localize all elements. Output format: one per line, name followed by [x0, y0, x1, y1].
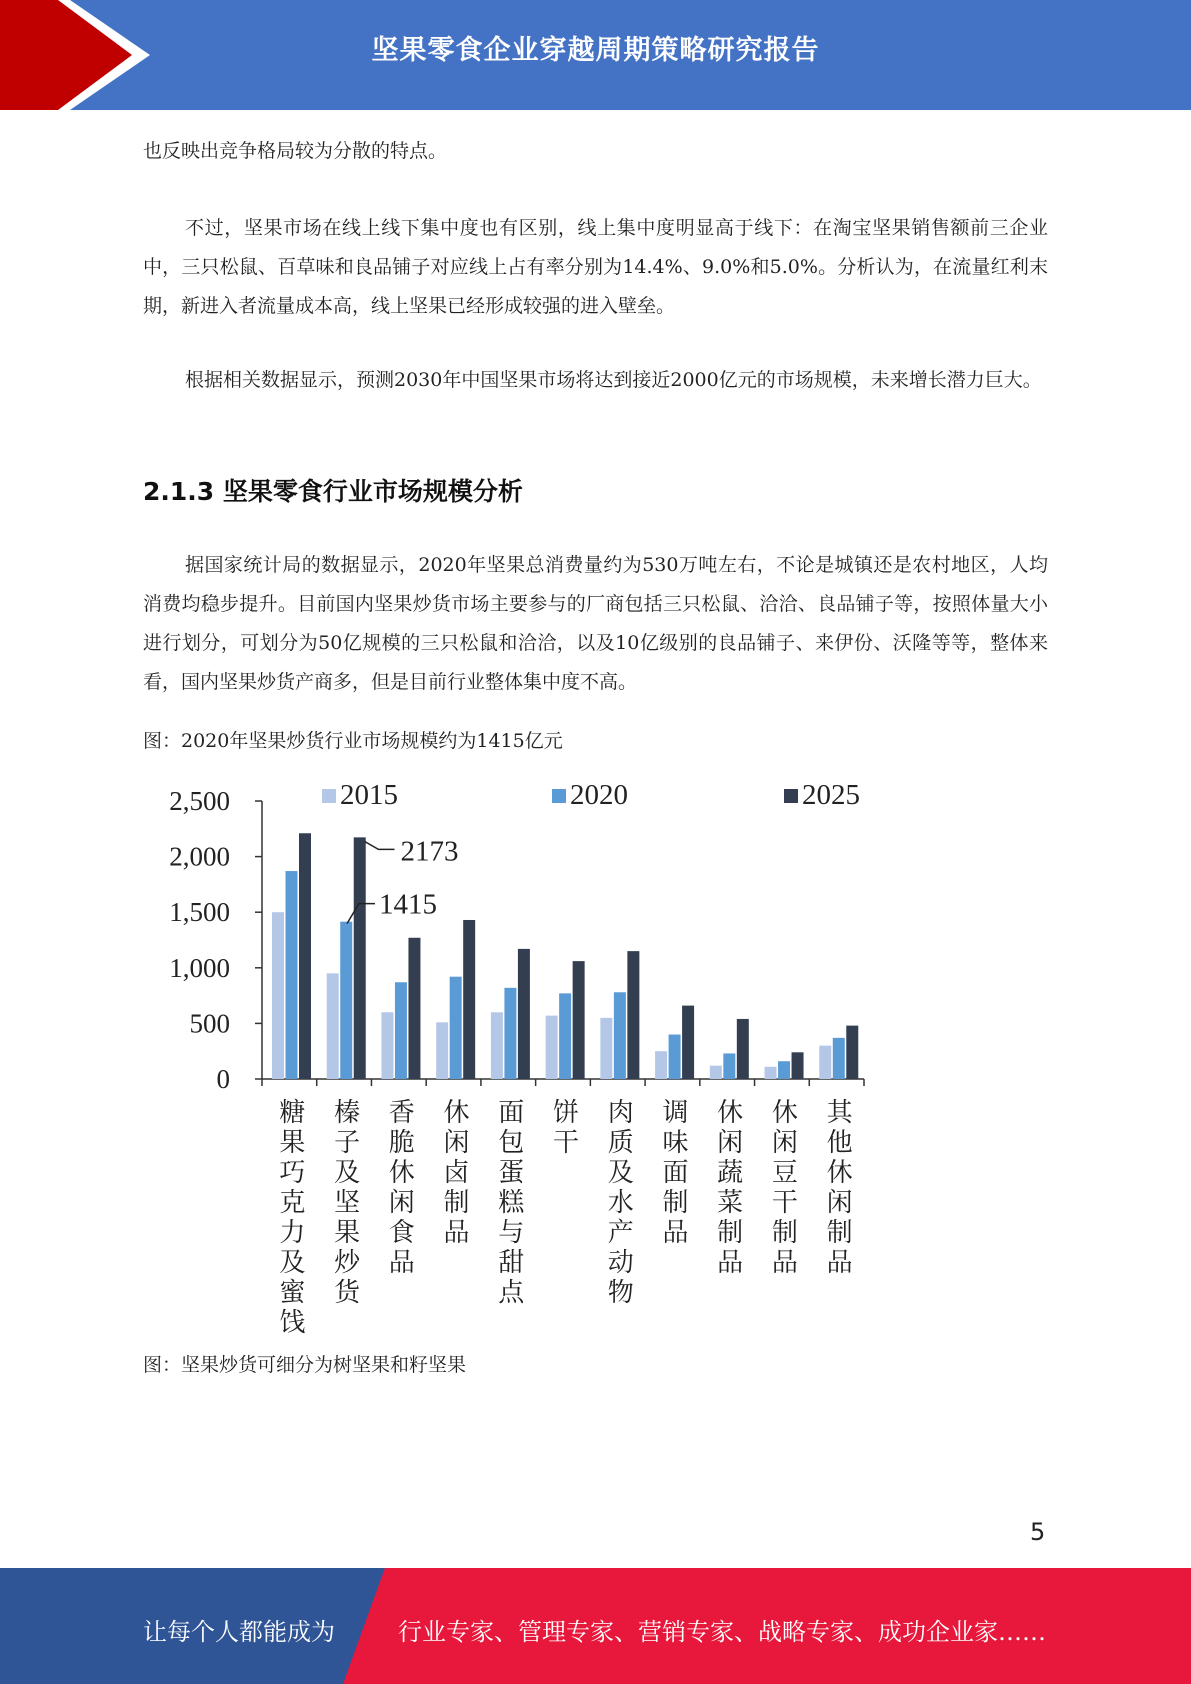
x-category-label: 糖 [279, 1098, 306, 1128]
x-category-label: 闲 [388, 1188, 415, 1218]
x-category-label: 品 [826, 1248, 853, 1278]
x-category-label: 休 [826, 1158, 853, 1188]
figure-caption-2: 图：坚果炒货可细分为树坚果和籽坚果 [143, 1354, 467, 1376]
bar-2020-8 [723, 1053, 735, 1079]
bar-2015-4 [491, 1012, 503, 1079]
y-tick-label: 2,000 [169, 841, 230, 872]
x-category-label: 子 [334, 1128, 361, 1158]
x-category-label: 香 [388, 1098, 415, 1128]
x-category-label: 面 [662, 1158, 689, 1188]
x-category-label: 闲 [717, 1128, 744, 1158]
y-tick-label: 0 [216, 1064, 230, 1094]
page-header [0, 0, 1191, 110]
x-category-label: 制 [662, 1188, 689, 1218]
bar-2015-6 [600, 1018, 612, 1079]
x-category-label: 蜜 [279, 1278, 306, 1308]
x-category-label: 闲 [771, 1128, 798, 1158]
bar-2025-3 [463, 920, 475, 1079]
bar-2020-5 [559, 993, 571, 1079]
legend-label-2025: 2025 [802, 779, 860, 811]
bar-2025-6 [627, 951, 639, 1079]
footer-slogan-left: 让每个人都能成为 [143, 1618, 335, 1646]
bar-2020-2 [395, 982, 407, 1079]
x-category-label: 卤 [443, 1158, 470, 1188]
x-category-label: 品 [771, 1248, 798, 1278]
paragraph-1: 也反映出竞争格局较为分散的特点。 [143, 140, 448, 162]
x-category-label: 水 [607, 1188, 634, 1218]
x-category-label: 他 [826, 1128, 853, 1158]
x-category-label: 甜 [498, 1248, 525, 1278]
x-category-label: 点 [498, 1278, 525, 1308]
x-category-label: 坚 [334, 1188, 361, 1218]
y-tick-label: 500 [189, 1008, 230, 1039]
bar-2025-10 [846, 1026, 858, 1079]
x-category-label: 动 [607, 1248, 634, 1278]
x-category-label: 豆 [771, 1158, 798, 1188]
bar-2015-1 [327, 973, 339, 1079]
x-category-label: 面 [498, 1098, 525, 1128]
y-tick-label: 1,000 [169, 952, 230, 983]
x-category-label: 制 [826, 1218, 853, 1248]
bar-2020-3 [450, 977, 462, 1079]
x-category-label: 闲 [443, 1128, 470, 1158]
x-category-label: 休 [388, 1158, 415, 1188]
x-category-label: 调 [662, 1098, 689, 1128]
annotation-label: 2173 [400, 835, 459, 868]
x-category-label: 货 [334, 1278, 361, 1308]
bar-2025-2 [408, 938, 420, 1079]
x-category-label: 产 [607, 1218, 634, 1248]
x-category-label: 质 [607, 1128, 634, 1158]
bar-2015-0 [272, 912, 284, 1079]
bar-2020-1 [340, 922, 352, 1079]
annotation-label: 1415 [378, 888, 437, 921]
y-tick-label: 2,500 [169, 786, 230, 816]
bar-2025-7 [682, 1006, 694, 1079]
x-category-label: 果 [279, 1128, 306, 1158]
report-title: 坚果零食企业穿越周期策略研究报告 [371, 35, 820, 66]
bar-2015-9 [765, 1067, 777, 1079]
paragraph-3: 根据相关数据显示，预测2030年中国坚果市场将达到接近2000亿元的市场规模，未来增长潜力巨大。 [185, 369, 1042, 391]
x-category-label: 食 [388, 1218, 415, 1248]
bar-2015-10 [819, 1046, 831, 1079]
paragraph-2: 不过，坚果市场在线上线下集中度也有区别，线上集中度明显高于线下：在淘宝坚果销售额前三企业中，三只松鼠、百草味和良品铺子对应线上占有率分别为14.4%、9.0%和5.0%。分析认为，在流量红利末期，新进入者流量成本高，线上坚果已经形成较强的进入壁垒。 [143, 217, 1048, 317]
x-category-label: 干 [552, 1128, 580, 1158]
legend-label-2015: 2015 [340, 779, 398, 811]
x-category-label: 克 [279, 1188, 306, 1218]
x-category-label: 闲 [826, 1188, 853, 1218]
paragraph-4: 据国家统计局的数据显示，2020年坚果总消费量约为530万吨左右，不论是城镇还是农村地区，人均消费均稳步提升。目前国内坚果炒货市场主要参与的厂商包括三只松鼠、洽洽、良品铺子等，按照体量大小进行划分，可划分为50亿规模的三只松鼠和洽洽，以及10亿级别的良品铺子、来伊份、沃隆等等，整体来看，国内坚果炒货产商多，但是目前行业整体集中度不高。 [143, 554, 1048, 693]
section-heading: 2.1.3 坚果零食行业市场规模分析 [143, 477, 523, 506]
x-category-label: 脆 [388, 1128, 415, 1158]
x-category-label: 制 [443, 1188, 470, 1218]
bar-2020-9 [778, 1061, 790, 1079]
x-category-label: 品 [717, 1248, 744, 1278]
x-category-label: 干 [771, 1188, 798, 1218]
x-category-label: 包 [498, 1128, 525, 1158]
bar-2025-8 [737, 1019, 749, 1079]
bar-2020-7 [669, 1035, 681, 1079]
market-size-bar-chart [140, 770, 880, 1340]
bar-2025-9 [792, 1052, 804, 1079]
bar-2025-4 [518, 949, 530, 1079]
x-category-label: 品 [662, 1218, 689, 1248]
x-category-label: 蔬 [717, 1158, 744, 1188]
bar-2020-0 [286, 871, 298, 1079]
x-category-label: 榛 [334, 1098, 361, 1128]
x-category-label: 制 [717, 1218, 744, 1248]
y-tick-label: 1,500 [169, 897, 230, 928]
page-number: 5 [1030, 1518, 1046, 1546]
x-category-label: 及 [607, 1158, 634, 1188]
x-category-label: 蛋 [498, 1158, 525, 1188]
annotation-leader-line [364, 841, 394, 849]
legend-swatch-2025 [784, 789, 798, 803]
legend-swatch-2015 [322, 789, 336, 803]
chart-caption: 图：2020年坚果炒货行业市场规模约为1415亿元 [143, 730, 563, 752]
x-category-label: 物 [607, 1278, 634, 1308]
bar-2015-3 [436, 1022, 448, 1079]
bar-2020-10 [833, 1038, 845, 1079]
x-category-label: 休 [771, 1098, 798, 1128]
bar-2015-2 [381, 1012, 393, 1079]
bar-2025-1 [354, 837, 366, 1079]
bar-2015-7 [655, 1051, 667, 1079]
x-category-label: 果 [334, 1218, 361, 1248]
x-category-label: 制 [771, 1218, 798, 1248]
x-category-label: 品 [443, 1218, 470, 1248]
bar-2025-5 [573, 961, 585, 1079]
x-category-label: 饯 [279, 1308, 306, 1338]
footer-slogan-right: 行业专家、管理专家、营销专家、战略专家、成功企业家…… [398, 1618, 1046, 1646]
legend-swatch-2020 [552, 789, 566, 803]
x-category-label: 肉 [607, 1098, 634, 1128]
bar-2020-4 [504, 988, 516, 1079]
x-category-label: 饼 [552, 1098, 580, 1128]
bar-2025-0 [299, 833, 311, 1079]
x-category-label: 巧 [279, 1158, 306, 1188]
x-category-label: 菜 [717, 1188, 744, 1218]
x-category-label: 休 [717, 1098, 744, 1128]
x-category-label: 品 [388, 1248, 415, 1278]
bar-2015-8 [710, 1066, 722, 1079]
x-category-label: 及 [334, 1158, 361, 1188]
legend-label-2020: 2020 [570, 779, 628, 811]
x-category-label: 休 [443, 1098, 470, 1128]
bar-2015-5 [546, 1016, 558, 1079]
x-category-label: 及 [279, 1248, 306, 1278]
x-category-label: 味 [662, 1128, 689, 1158]
x-category-label: 力 [279, 1218, 306, 1248]
x-category-label: 糕 [498, 1188, 525, 1218]
x-category-label: 其 [826, 1098, 853, 1128]
x-category-label: 与 [498, 1218, 525, 1248]
x-category-label: 炒 [334, 1248, 361, 1278]
bar-2020-6 [614, 992, 626, 1079]
